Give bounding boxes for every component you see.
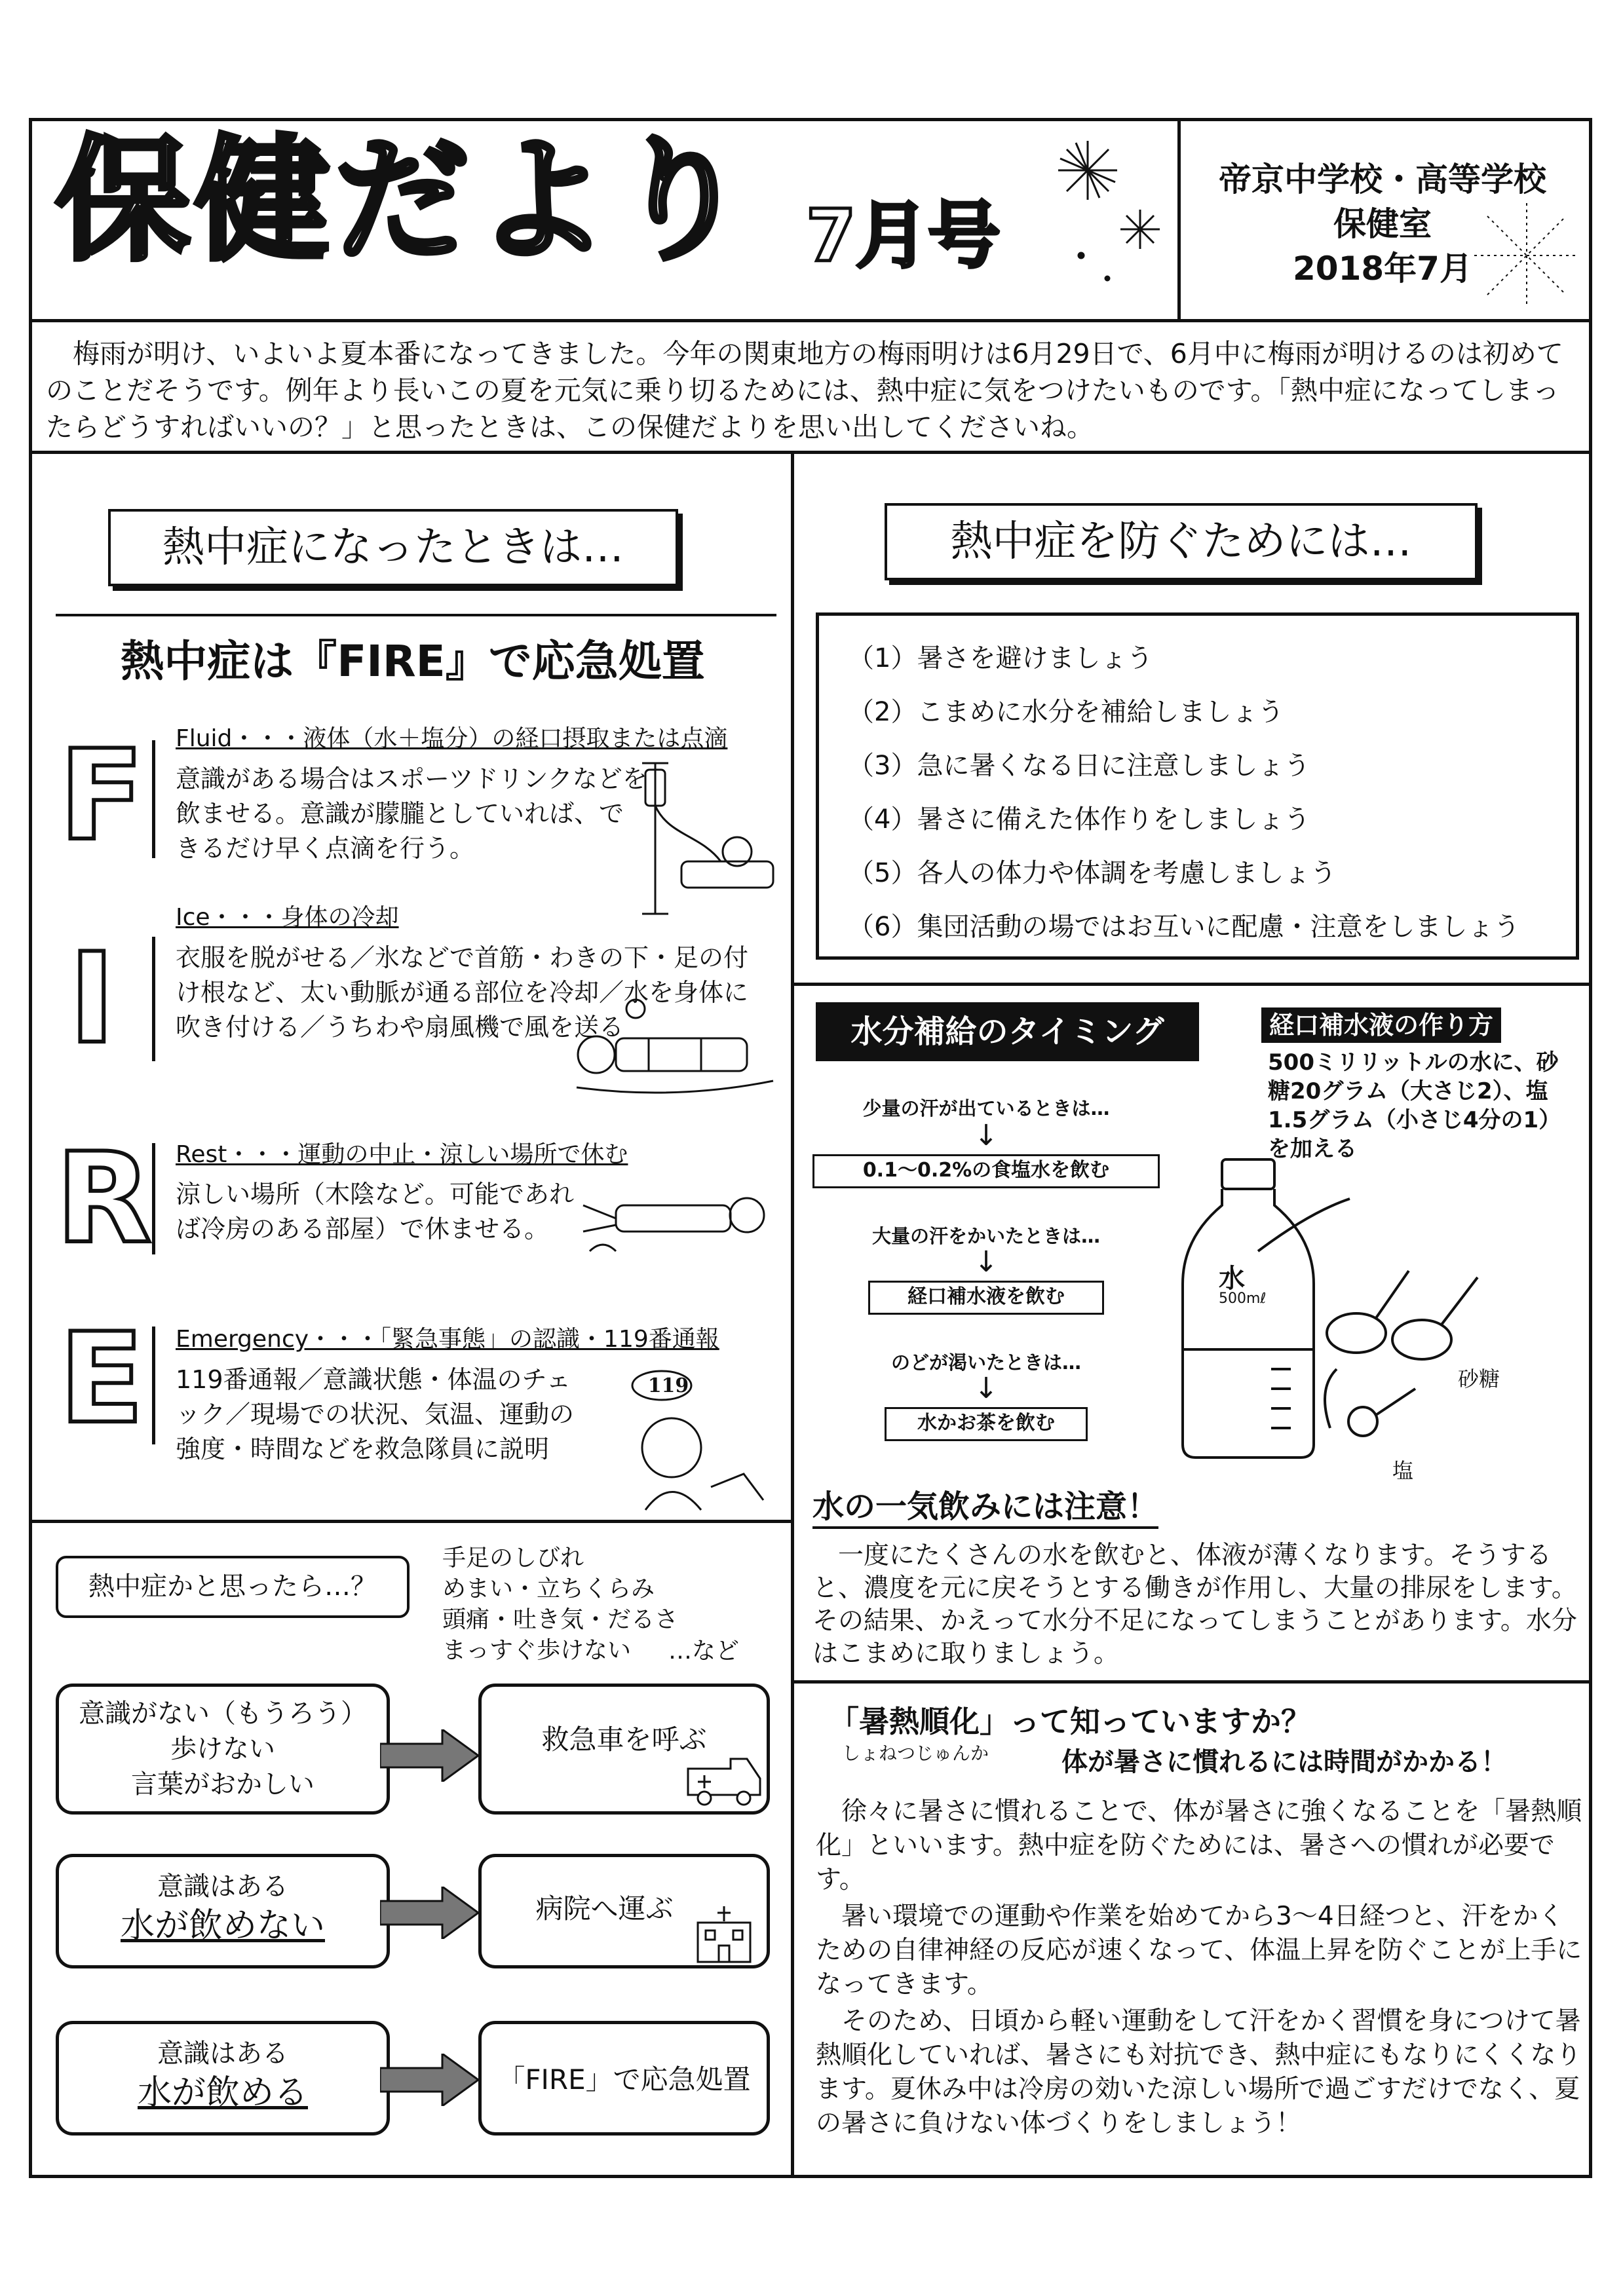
ambulance-icon: [685, 1749, 763, 1808]
header-divider: [29, 319, 1592, 322]
tip-item: （1）暑さを避けましょう: [848, 643, 1153, 673]
right-section-title: 熱中症を防ぐためには…: [885, 503, 1478, 580]
fire-letter-f: F: [59, 723, 144, 868]
bottle-volume: 500mℓ: [1219, 1290, 1267, 1307]
tip-item: （4）暑さに備えた体作りをしましょう: [848, 804, 1310, 835]
tip-item: （3）急に暑くなる日に注意しましょう: [848, 751, 1310, 781]
action-label: 救急車を呼ぶ: [541, 1723, 707, 1756]
fire-label-e: Emergency・・・「緊急事態」の認識・119番通報: [176, 1326, 719, 1353]
fire-bar-r: [152, 1143, 155, 1254]
right-lower-divider: [791, 1680, 1592, 1684]
arrow-down-icon: ↓: [974, 1372, 999, 1405]
column-divider: [791, 451, 794, 2178]
condition-line: 意識がない（もうろう）: [79, 1699, 367, 1729]
water-flow-question: のどが渇いたときは…: [890, 1351, 1081, 1374]
ors-recipe: 500ミリリットルの水に、砂糖20グラム（大さじ2）、塩1.5グラム（小さじ4分の1）を加える: [1268, 1049, 1561, 1162]
paragraph: そのため、日頃から軽い運動をして汗をかく習慣を身につけて暑熱順化していれば、暑さにも対抗でき、熱中症にもなりにくくなります。夏休み中は冷房の効いた涼しい場所で過ごすだけでなく、夏の暑さに負けない体づくりをしましょう！: [816, 2006, 1582, 2138]
sugar-label: 砂糖: [1458, 1366, 1500, 1391]
hospital-icon: [691, 1903, 757, 1965]
school-name: 帝京中学校・高等学校: [1219, 160, 1546, 198]
fire-label-f: Fluid・・・液体（水＋塩分）の経口摂取または点滴: [176, 725, 728, 752]
condition-box-1: [56, 1684, 390, 1815]
fireworks-icon: [1042, 131, 1173, 301]
condition-line: 言葉がおかしい: [131, 1769, 315, 1799]
sparkle-icon: [1468, 197, 1586, 314]
arrow-down-icon: ↓: [974, 1119, 999, 1152]
condition-box-3: [56, 2021, 390, 2136]
symptom-item: 頭痛・吐き気・だるさ: [442, 1606, 679, 1633]
tip-item: （5）各人の体力や体調を考慮しましょう: [848, 858, 1337, 888]
newsletter-title: 保健だより: [56, 123, 754, 279]
fire-text-e: 119番通報／意識状態・体温のチェック／現場での状況、気温、運動の強度・時間などを救急隊員に説明: [176, 1365, 575, 1463]
fire-letter-i: I: [69, 926, 115, 1071]
badge-119: 119: [647, 1374, 689, 1397]
fire-text-i: 衣服を脱がせる／氷などで首筋・わきの下・足の付け根など、太い動脈が通る部位を冷却／水を身体に吹き付ける／うちわや扇風機で風を送る: [176, 943, 749, 1042]
condition-small: 意識はある: [157, 1872, 288, 1902]
intro-text: 梅雨が明け、いよいよ夏本番になってきました。今年の関東地方の梅雨明けは6月29日で、6月中に梅雨が明けるのは初めてのことだそうです。例年より長いこの夏を元気に乗り切るためには、熱中症に気をつけたいものです。「熱中症になってしまったらどうすればいいの？」と思ったときは、この保健だよりを思い出してくださいね。: [46, 338, 1563, 443]
office-name: 保健室: [1333, 205, 1432, 243]
arrow-right-icon: [380, 1729, 478, 1782]
fire-letter-e: E: [59, 1306, 144, 1451]
fire-bar-i: [152, 937, 155, 1061]
cooling-person-icon: [570, 983, 780, 1107]
issue-date: 2018年7月: [1293, 250, 1472, 288]
paragraph: 暑い環境での運動や作業を始めてから3〜4日経つと、汗をかくための自律神経の反応が速くなって、体温上昇を防ぐことが上手になってきます。: [816, 1902, 1582, 1999]
water-flow-answer: 経口補水液を飲む: [868, 1281, 1104, 1315]
fire-rule: [56, 614, 776, 616]
symptom-item: 手足のしびれ: [442, 1545, 584, 1571]
symptom-item: めまい・立ちくらみ: [442, 1575, 655, 1602]
fire-label-r: Rest・・・運動の中止・涼しい場所で休む: [176, 1141, 628, 1168]
water-flow-answer: 0.1〜0.2%の食塩水を飲む: [812, 1154, 1160, 1188]
check-box: 熱中症かと思ったら…？: [56, 1556, 410, 1618]
salt-label: 塩: [1392, 1458, 1414, 1483]
right-mid-divider: [791, 983, 1592, 986]
fire-heading: 熱中症は『FIRE』で応急処置: [121, 636, 705, 687]
tips-box: [816, 612, 1579, 960]
iv-drip-icon: [629, 757, 780, 927]
water-flow-question: 少量の汗が出ているときは…: [862, 1097, 1110, 1120]
condition-big: 水が飲める: [137, 2073, 308, 2113]
action-box-3: [478, 2021, 770, 2136]
water-flow-question: 大量の汗をかいたときは…: [871, 1225, 1100, 1247]
tip-item: （6）集団活動の場ではお互いに配慮・注意をしましょう: [848, 912, 1520, 942]
bottle-label: 水: [1219, 1264, 1245, 1294]
acclimatization-subtitle: 体が暑さに慣れるには時間がかかる！: [1061, 1747, 1507, 1777]
water-timing-title: 水分補給のタイミング: [816, 1002, 1199, 1061]
gulp-warning-title: 水の一気飲みには注意！: [812, 1487, 1158, 1529]
condition-line: 歩けない: [170, 1734, 275, 1764]
resting-person-icon: [577, 1173, 773, 1264]
water-flow-answer: 水かお茶を飲む: [885, 1407, 1088, 1441]
fire-label-i: Ice・・・身体の冷却: [176, 904, 399, 931]
issue-label: 7月号: [806, 194, 1001, 278]
condition-small: 意識はある: [157, 2039, 288, 2069]
measuring-spoons-icon: [1324, 1258, 1487, 1448]
arrow-right-icon: [380, 1887, 478, 1939]
acclimatization-body: [816, 1795, 1586, 2143]
fire-text-f: 意識がある場合はスポーツドリンクなどを飲ませる。意識が朦朧としていれば、できるだけ早く点滴を行う。: [176, 764, 647, 863]
gulp-warning-text: 一度にたくさんの水を飲むと、体液が薄くなります。そうすると、濃度を元に戻そうとする働きが作用し、大量の排尿をします。その結果、かえって水分不足になってしまうことがあります。水分はこまめに取りましょう。: [812, 1541, 1577, 1668]
arrow-down-icon: ↓: [974, 1245, 999, 1279]
action-label: 「FIRE」で応急処置: [497, 2063, 751, 2096]
intro-divider: [29, 451, 1592, 454]
tip-item: （2）こまめに水分を補給しましょう: [848, 697, 1284, 727]
fire-bar-e: [152, 1327, 155, 1444]
symptoms-etc: …など: [668, 1638, 740, 1665]
condition-box-2: [56, 1854, 390, 1968]
fire-text-r: 涼しい場所（木陰など。可能であれば冷房のある部屋）で休ませる。: [176, 1180, 575, 1243]
condition-big: 水が飲めない: [120, 1906, 325, 1946]
arrow-right-icon: [380, 2054, 478, 2106]
paragraph: 徐々に暑さに慣れることで、体が暑さに強くなることを「暑熱順化」といいます。熱中症を防ぐためには、暑さへの慣れが必要です。: [816, 1797, 1582, 1894]
left-bottom-divider: [29, 1520, 793, 1523]
symptom-item: まっすぐ歩けない: [442, 1637, 632, 1664]
fire-letter-r: R: [56, 1126, 152, 1271]
action-label: 病院へ運ぶ: [535, 1892, 674, 1925]
acclimatization-ruby: しょねつじゅんか: [842, 1742, 989, 1764]
left-section-title: 熱中症になったときは…: [108, 509, 678, 586]
fire-bar-f: [152, 740, 155, 858]
acclimatization-title: 「暑熱順化」って知っていますか？: [829, 1704, 1311, 1739]
tips-list: [819, 616, 1576, 954]
ors-title: 経口補水液の作り方: [1261, 1007, 1501, 1043]
